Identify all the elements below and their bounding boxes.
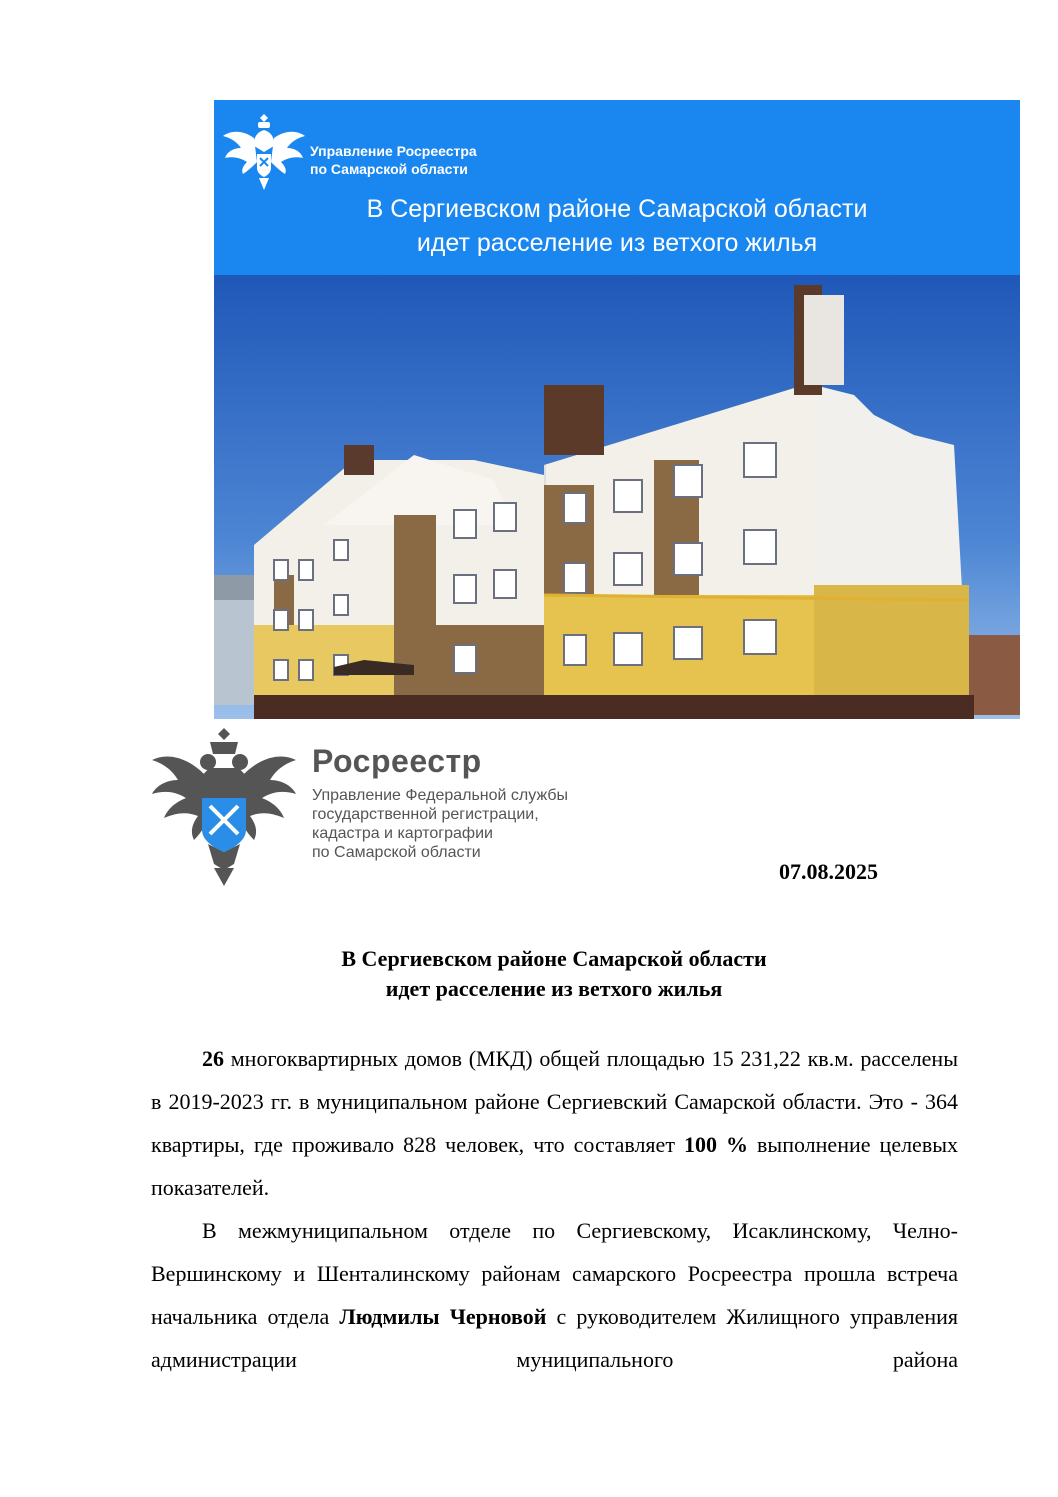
banner-header: [214, 100, 1020, 275]
percent-value: 100 %: [683, 1132, 748, 1157]
paragraph-2: [151, 1209, 958, 1381]
banner-title-line1: В Сергиевском районе Самарской области: [366, 195, 868, 223]
article-body: [151, 1037, 958, 1381]
article-title-line2: идет расселение из ветхого жилья: [385, 976, 723, 1001]
eagle-emblem-icon: [219, 108, 309, 192]
person-name: Людмилы Черновой: [339, 1304, 547, 1329]
logo-sub-line3: кадастра и картографии: [312, 825, 493, 842]
logo-sub-line2: государственной регистрации,: [312, 806, 539, 823]
paragraph-1-text-a: многоквартирных домов (МКД) общей площадью 15 231,22 кв.м. расселены в 2019-2023 гг. в муниципальном районе Сергиевский Самарской области. Это - 364 квартиры, где проживало 828 человек, что составляет: [151, 1046, 958, 1157]
houses-count: 26: [202, 1046, 224, 1071]
rosreestr-eagle-icon: [148, 728, 300, 886]
logo-sub-line1: Управление Федеральной службы: [312, 787, 568, 804]
paragraph-2-text-a: В межмуниципальном отделе по Сергиевскому, Исаклинскому, Челно-Вершинскому и Шенталинскому районам самарского Росреестра прошла встреча начальника отдела: [151, 1218, 958, 1329]
paragraph-1: [151, 1037, 958, 1209]
news-banner: [214, 100, 1020, 719]
rosreestr-logo-name: Росреестр: [312, 743, 482, 779]
banner-org-line1: Управление Росреестра: [310, 143, 477, 159]
banner-title: [214, 192, 1020, 260]
paragraph-1-text-b: выполнение целевых показателей.: [151, 1132, 958, 1200]
article-title-line1: В Сергиевском районе Самарской области: [341, 946, 767, 971]
banner-title-line2: идет расселение из ветхого жилья: [416, 229, 818, 257]
publication-date: 07.08.2025: [779, 859, 878, 884]
article-title: [150, 944, 958, 1004]
paragraph-2-text-b: с руководителем Жилищного управления администрации муниципального района: [151, 1304, 959, 1372]
building-photo: [214, 275, 1020, 719]
banner-org-name: [310, 142, 477, 178]
banner-org-line2: по Самарской области: [310, 161, 468, 177]
rosreestr-logo-subtitle: [312, 786, 568, 862]
logo-sub-line4: по Самарской области: [312, 844, 481, 861]
